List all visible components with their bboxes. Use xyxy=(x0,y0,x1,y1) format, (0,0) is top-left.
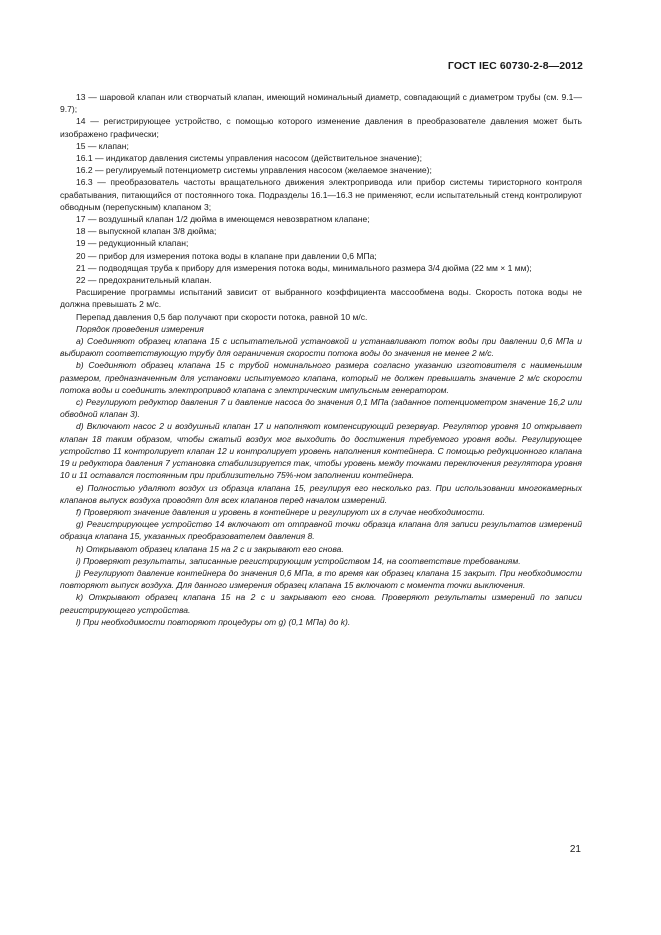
paragraph: 16.2 — регулируемый потенциометр системы управления насосом (желаемое значение); xyxy=(76,165,432,176)
paragraph: c) Регулируют редуктор давления 7 и давление насоса до значения 0,1 МПа (заданное потенциометром значение 16,2 или обводной клапан 3). xyxy=(60,397,582,420)
paragraph: 19 — редукционный клапан; xyxy=(76,238,189,249)
paragraph: j) Регулируют давление контейнера до значения 0,6 МПа, в то время как образец клапана 15 закрыт. При необходимости повторяют выпуск воздуха. Для данного измерения образец клапана 15 включают с момента точки выключения. xyxy=(60,567,582,591)
paragraph: 16.1 — индикатор давления системы управления насосом (действительное значение); xyxy=(76,153,423,164)
paragraph: b) Соединяют образец клапана 15 с трубой номинального размера согласно указанию изготовителя с наименьшим размером, предназначенным для установки испытуемого клапана, который не должен превышать значение 2 м/с скорости потока воды и соединить электропривод клапана с электрическим импульсным генератором. xyxy=(60,360,582,395)
paragraph: 21 — подводящая труба к прибору для измерения потока воды, минимального размера 3/4 дюйма (22 мм × 1 мм); xyxy=(76,262,532,273)
paragraph: 18 — выпускной клапан 3/8 дюйма; xyxy=(76,226,217,237)
paragraph: 14 — регистрирующее устройство, с помощью которого изменение давления в преобразователе давления может быть изображено графически; xyxy=(60,116,582,139)
paragraph: 22 — предохранительный клапан. xyxy=(76,275,212,286)
paragraph: h) Открывают образец клапана 15 на 2 с и закрывают его снова. xyxy=(76,543,344,554)
paragraph: 15 — клапан; xyxy=(76,140,129,151)
paragraph: f) Проверяют значение давления и уровень в контейнере и регулируют их в случае необходимости. xyxy=(76,506,485,517)
paragraph: 13 — шаровой клапан или створчатый клапан, имеющий номинальный диаметр, совпадающий с диаметром трубы (см. 9.1—9.7); xyxy=(60,92,582,115)
paragraph: Порядок проведения измерения xyxy=(76,323,204,334)
document-body xyxy=(60,91,582,628)
paragraph: 20 — прибор для измерения потока воды в клапане при давлении 0,6 МПа; xyxy=(76,250,377,261)
paragraph: g) Регистрирующее устройство 14 включают от отправной точки образца клапана для записи результатов измерений образца клапана 15, указанных преобразователем давления 8. xyxy=(60,519,582,542)
paragraph: 16.3 — преобразователь частоты вращательного движения электропривода или прибор системы тиристорного контроля срабатывания, питающийся от постоянного тока. Подразделы 16.1—16.3 не применяют, если испытательный стенд контролируют обводным (перепускным) клапаном 3; xyxy=(60,177,582,212)
paragraph: a) Соединяют образец клапана 15 с испытательной установкой и устанавливают поток воды при давлении 0,6 МПа и выбирают соответствующую трубу для ограничения скорости потока воды до значения не менее 2 м/с. xyxy=(60,336,582,359)
paragraph: e) Полностью удаляют воздух из образца клапана 15, регулируя его несколько раз. При использовании многокамерных клапанов выпуск воздуха проводят для всех клапанов перед началом измерений. xyxy=(60,482,582,505)
paragraph: 17 — воздушный клапан 1/2 дюйма в имеющемся невозвратном клапане; xyxy=(76,214,370,225)
paragraph: Перепад давления 0,5 бар получают при скорости потока, равной 10 м/с. xyxy=(76,311,368,322)
paragraph: d) Включают насос 2 и воздушный клапан 17 и наполняют компенсирующий резервуар. Регулятор уровня 10 открывает клапан 18 таким образом, чтобы сжатый воздух мог выходить до достижения требуемого уровня воды. Регулирующее устройство 11 контролирует клапан 12 и контролирует уровень наполнения контейнера. С помощью редукционного клапана 19 и редуктора давления 7 установка стабилизируется так, чтобы уровень между точками переключения регулятора уровня 10 и 11 оставался постоянным при приблизительно 75%-ном заполнении контейнера. xyxy=(60,421,582,481)
paragraph: k) Открывают образец клапана 15 на 2 с и закрывают его снова. Проверяют результаты измерений по записи регистрирующего устройства. xyxy=(60,592,582,615)
paragraph: l) При необходимости повторяют процедуры от g) (0,1 МПа) до k). xyxy=(76,616,351,627)
standard-header: ГОСТ IEC 60730-2-8—2012 xyxy=(447,60,583,72)
paragraph: Расширение программы испытаний зависит от выбранного коэффициента массообмена воды. Скорость потока воды не должна превышать 2 м/с. xyxy=(60,287,582,310)
page-number: 21 xyxy=(569,844,581,855)
paragraph: i) Проверяют результаты, записанные регистрирующим устройством 14, на соответствие требованиям. xyxy=(76,555,521,566)
